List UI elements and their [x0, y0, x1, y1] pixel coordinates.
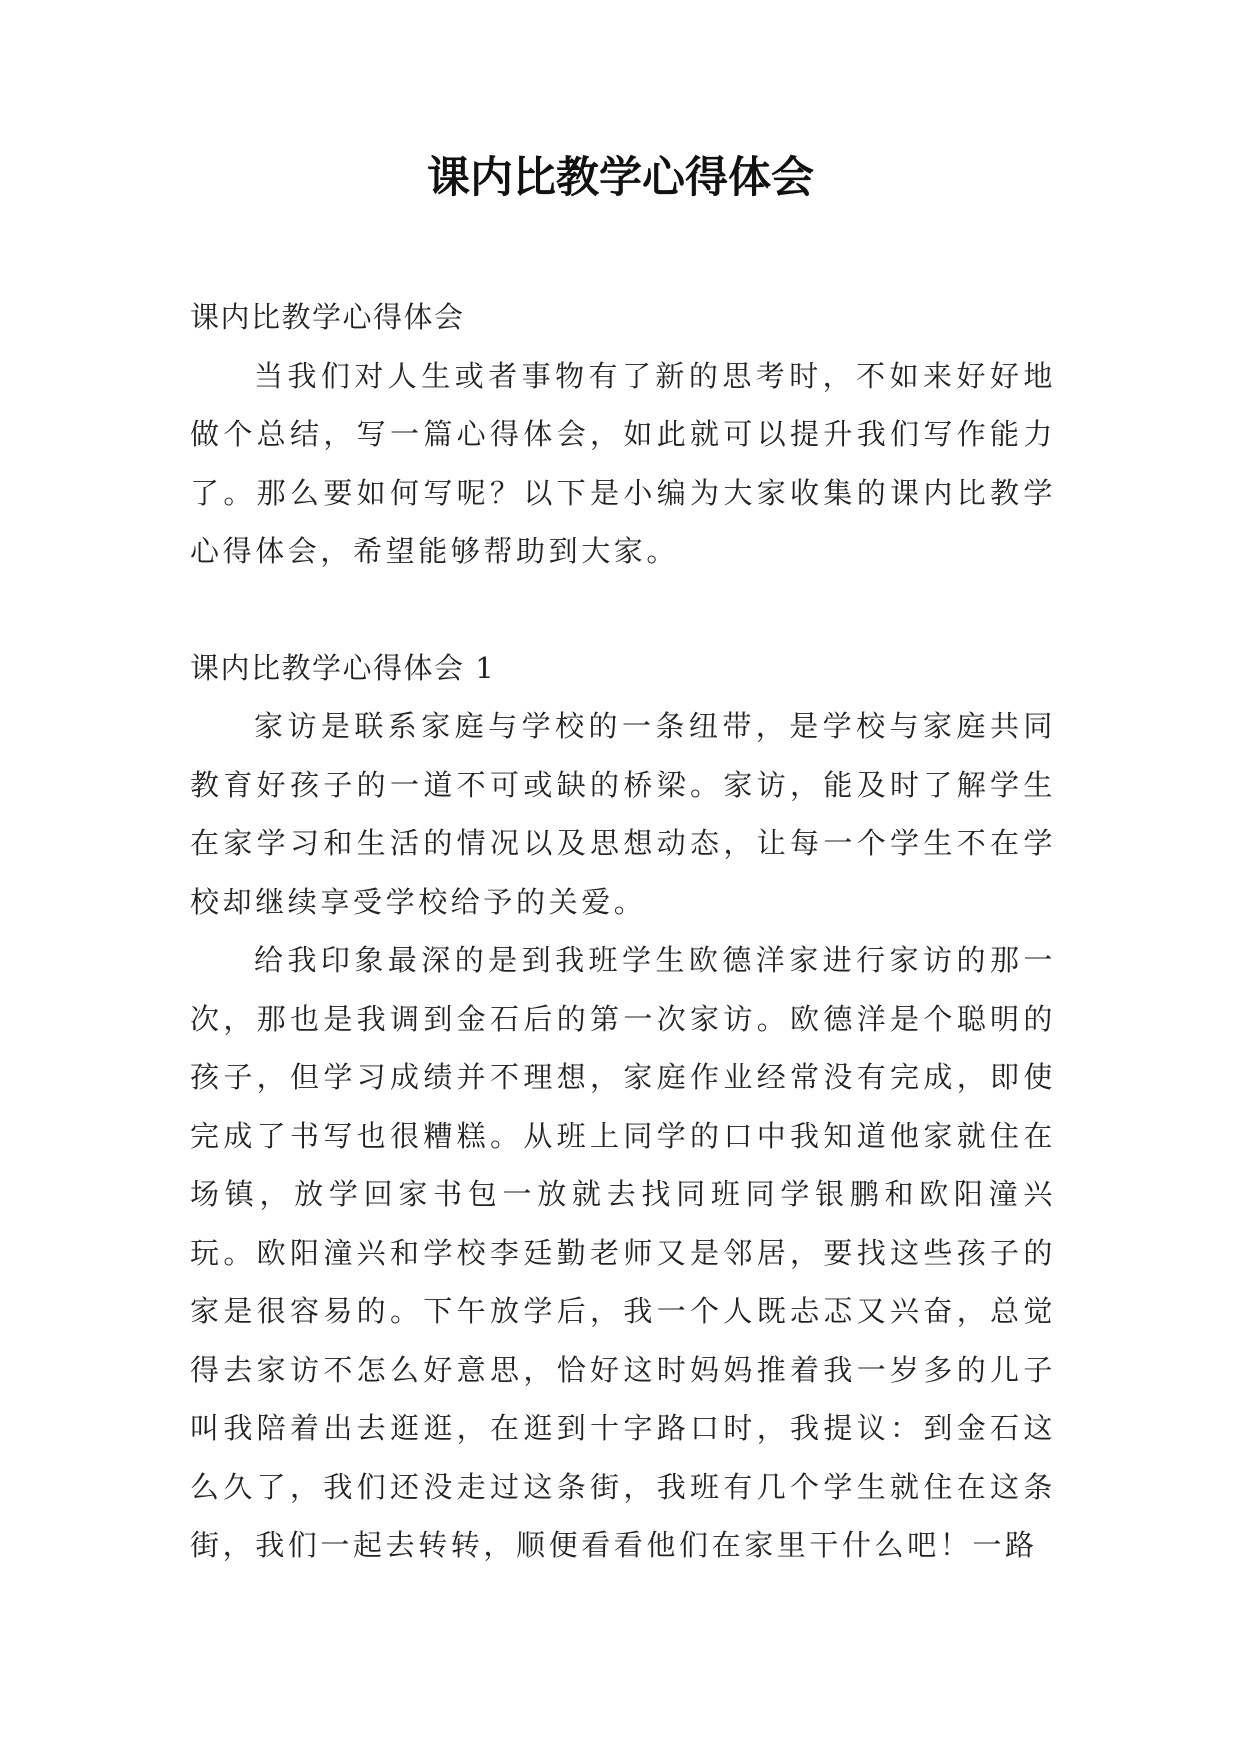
section-1-heading: 课内比教学心得体会 1 — [190, 650, 496, 685]
section-spacer — [190, 581, 1056, 639]
section-1-paragraph: 家访是联系家庭与学校的一条纽带，是学校与家庭共同教育好孩子的一道不可或缺的桥梁。家访，能及时了解学生在家学习和生活的情况以及思想动态，让每一个学生不在学校却继续享受学校给予的关爱。 — [190, 709, 1056, 919]
intro-paragraph: 当我们对人生或者事物有了新的思考时，不如来好好地做个总结，写一篇心得体会，如此就可以提升我们写作能力了。那么要如何写呢？以下是小编为大家收集的课内比教学心得体会，希望能够帮助到大家。 — [190, 358, 1056, 568]
document-title: 课内比教学心得体会 — [427, 153, 814, 203]
intro-heading: 课内比教学心得体会 — [190, 300, 465, 334]
section-1-paragraph: 给我印象最深的是到我班学生欧德洋家进行家访的那一次，那也是我调到金石后的第一次家访。欧德洋是个聪明的孩子，但学习成绩并不理想，家庭作业经常没有完成，即使完成了书写也很糟糕。从班上同学的口中我知道他家就住在场镇，放学回家书包一放就去找同班同学银鹏和欧阳潼兴玩。欧阳潼兴和学校李廷勤老师又是邻居，要找这些孩子的家是很容易的。下午放学后，我一个人既忐忑又兴奋，总觉得去家访不怎么好意思，恰好这时妈妈推着我一岁多的儿子叫我陪着出去逛逛，在逛到十字路口时，我提议：到金石这么久了，我们还没走过这条街，我班有几个学生就住在这条街，我们一起去转转，顺便看看他们在家里干什么吧！一路 — [190, 943, 1056, 1562]
document-body — [190, 288, 1056, 1575]
